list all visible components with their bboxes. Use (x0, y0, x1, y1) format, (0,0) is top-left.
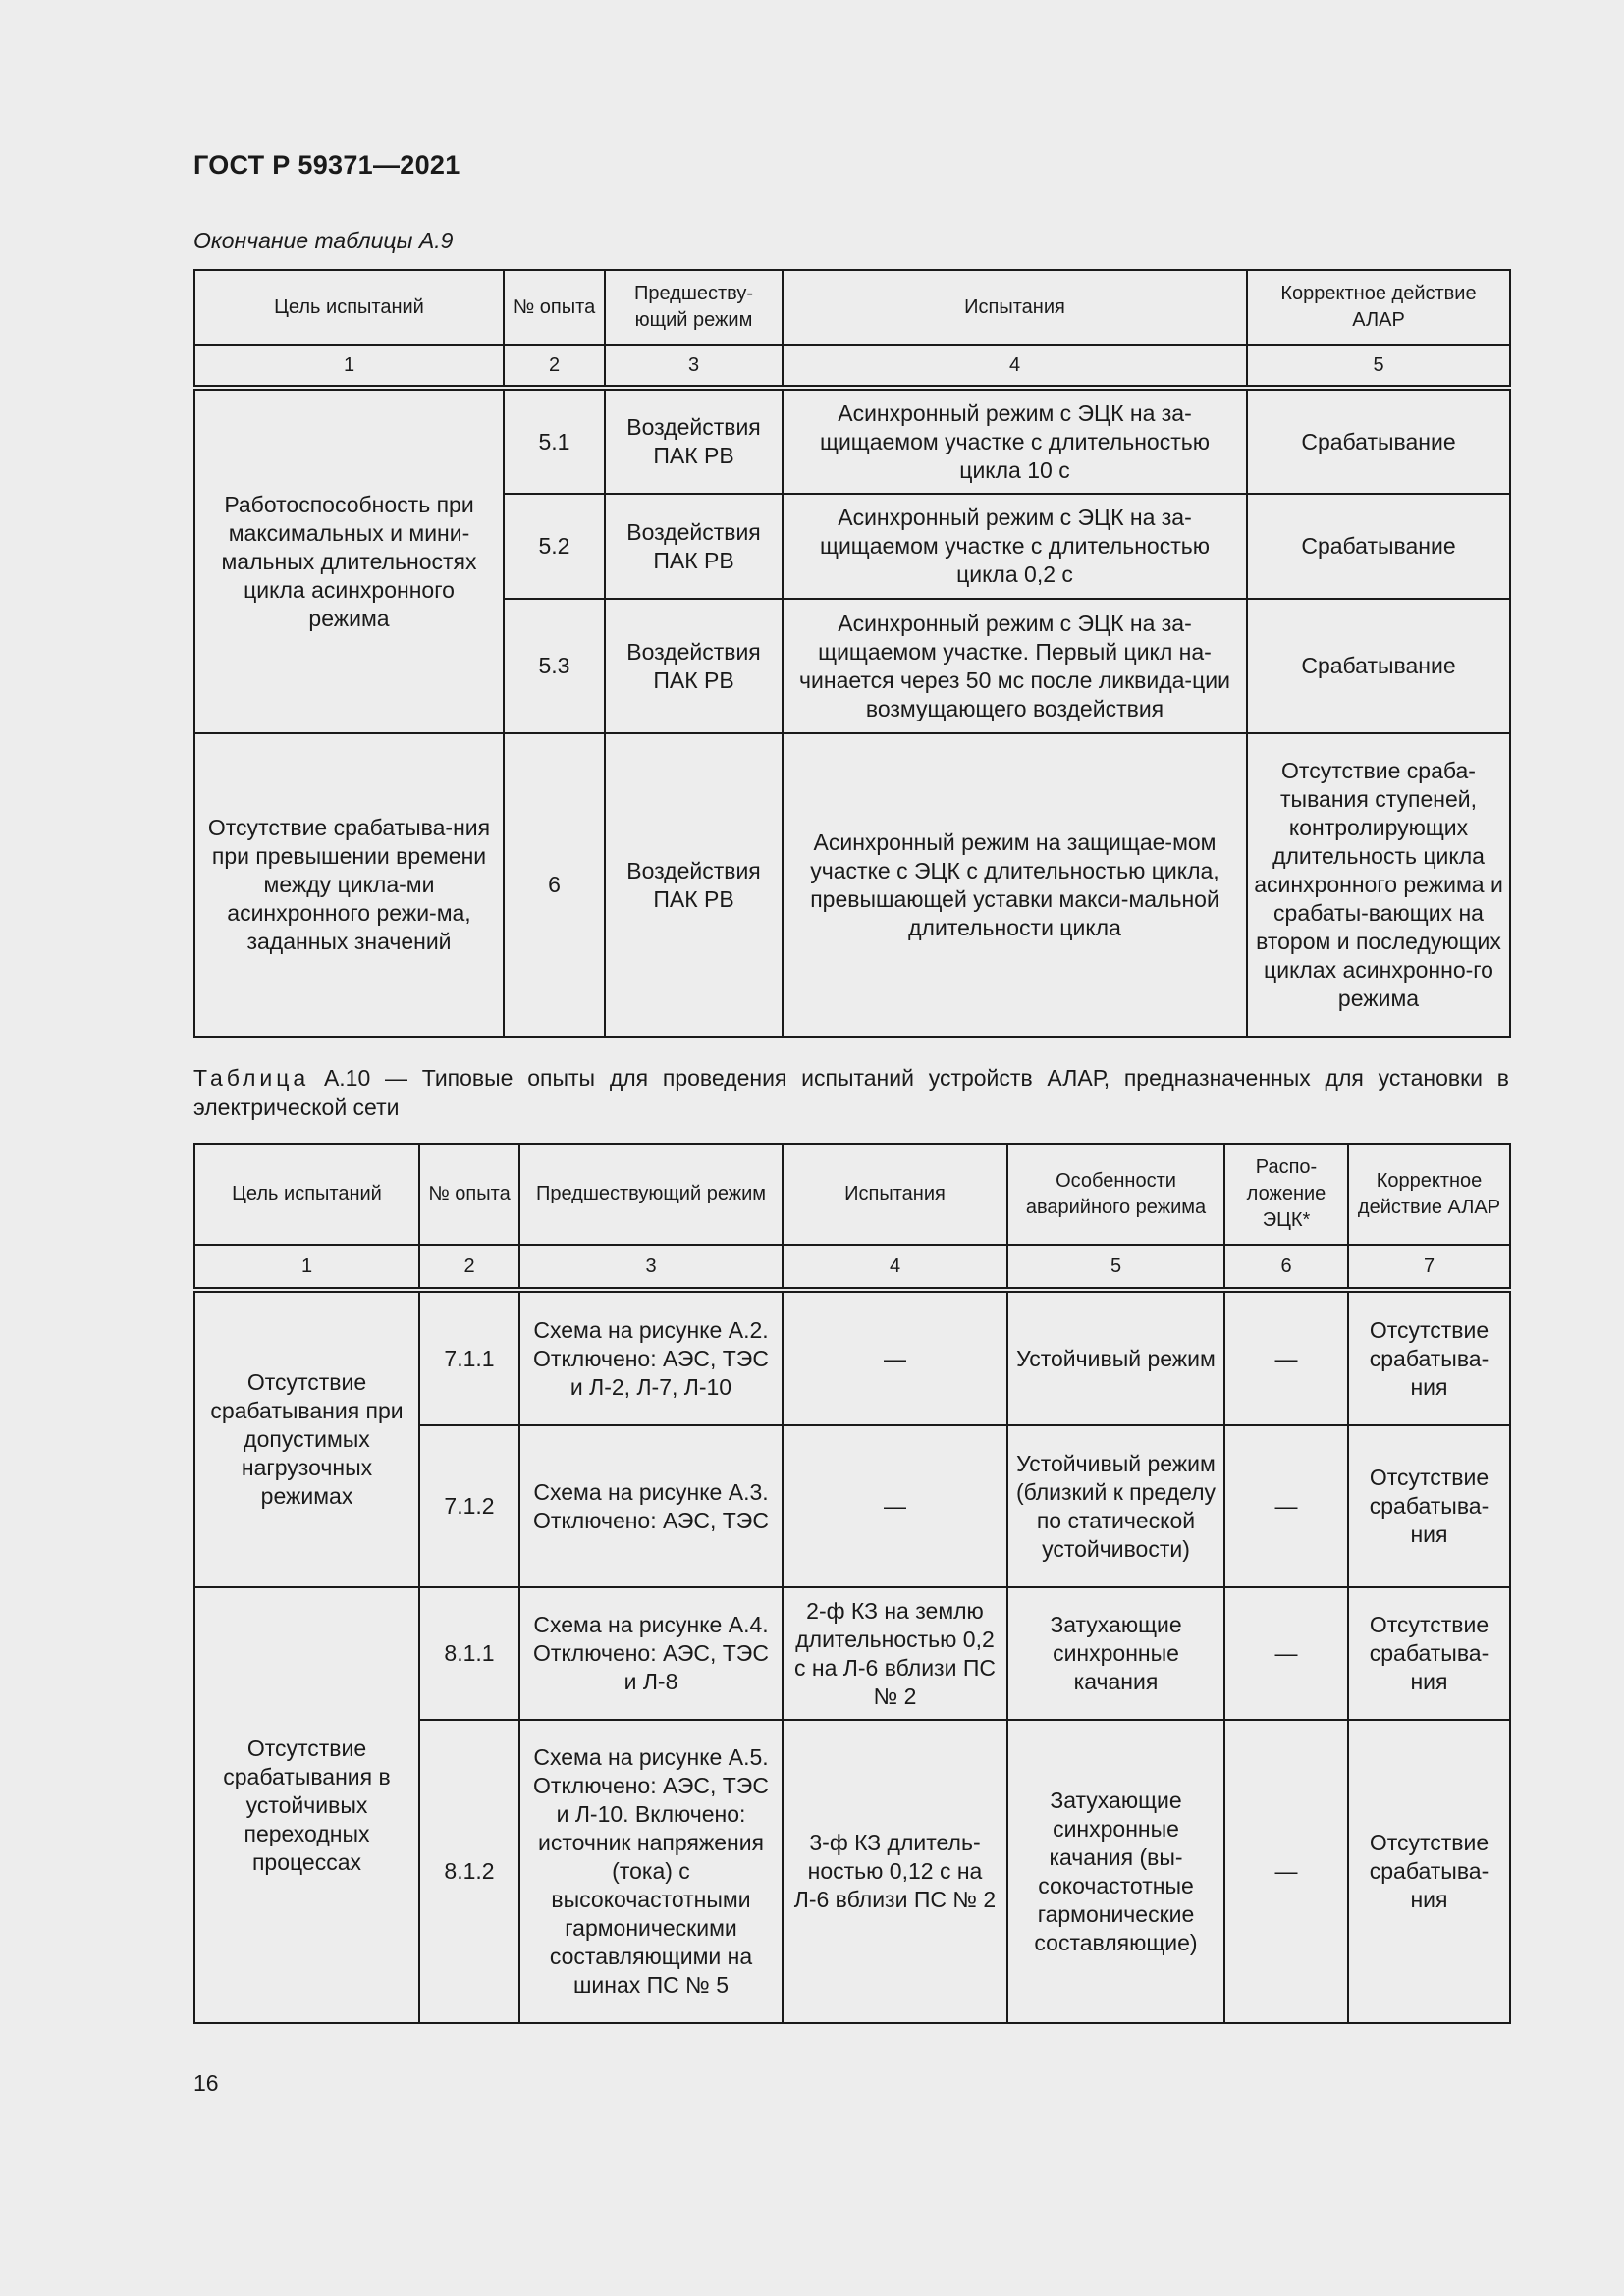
ecc-location-cell: — (1224, 1425, 1348, 1587)
column-number-row (194, 345, 1510, 388)
action-cell: Отсутствие сраба-тывания ступеней, контролирующих длительность цикла асинхронного режима и срабаты-вающих на втором и последующих циклах асинхронно-го режима (1247, 733, 1510, 1037)
previous-mode-cell: Воздействия ПАК РВ (605, 494, 783, 599)
header-previous-mode: Предшествующий режим (519, 1144, 783, 1245)
test-cell: Асинхронный режим на защищае-мом участке с ЭЦК с длительностью цикла, превышающей уставки макси-мальной длительности цикла (783, 733, 1247, 1037)
header-tests: Испытания (783, 1144, 1007, 1245)
header-emergency-features: Особенности аварийного режима (1007, 1144, 1224, 1245)
column-number: 1 (194, 345, 504, 388)
table-row (194, 1290, 1510, 1425)
column-number: 5 (1247, 345, 1510, 388)
table-row (194, 733, 1510, 1037)
table-row (194, 388, 1510, 494)
action-cell: Отсутствие срабатыва-ния (1348, 1425, 1510, 1587)
goal-cell: Отсутствие срабатывания при допустимых нагрузочных режимах (194, 1290, 419, 1587)
header-correct-action: Корректное действие АЛАР (1348, 1144, 1510, 1245)
page-number: 16 (193, 2070, 219, 2096)
previous-mode-cell: Схема на рисунке А.4. Отключено: АЭС, ТЭС и Л-8 (519, 1587, 783, 1720)
test-cell: Асинхронный режим с ЭЦК на за-щищаемом участке. Первый цикл на-чинается через 50 мс после ликвида-ции возмущающего воздействия (783, 599, 1247, 733)
goal-cell: Отсутствие срабатыва-ния при превышении времени между цикла-ми асинхронного режи-ма, заданных значений (194, 733, 504, 1037)
test-number-cell: 5.2 (504, 494, 605, 599)
column-number: 7 (1348, 1245, 1510, 1290)
emergency-features-cell: Затухающие синхронные качания (вы-сокочастотные гармонические составляющие) (1007, 1720, 1224, 2023)
table-a10-title: А.10 — Типовые опыты для проведения испытаний устройств АЛАР, предназначенных для установки в электрической сети (193, 1065, 1510, 1120)
goal-cell: Работоспособность при максимальных и мини-мальных длительностях цикла асинхронного режима (194, 388, 504, 733)
test-cell: — (783, 1290, 1007, 1425)
test-cell: 3-ф КЗ длитель-ностью 0,12 с на Л-6 вблизи ПС № 2 (783, 1720, 1007, 2023)
ecc-location-cell: — (1224, 1290, 1348, 1425)
column-number: 3 (519, 1245, 783, 1290)
test-number-cell: 5.3 (504, 599, 605, 733)
table-word: Таблица (193, 1065, 310, 1091)
document-header: ГОСТ Р 59371—2021 (193, 150, 460, 180)
table-header-row (194, 270, 1510, 345)
column-number-row (194, 1245, 1510, 1290)
header-test-number: № опыта (504, 270, 605, 345)
test-number-cell: 8.1.1 (419, 1587, 519, 1720)
test-cell: 2-ф КЗ на землю длительностью 0,2 с на Л-6 вблизи ПС № 2 (783, 1587, 1007, 1720)
previous-mode-cell: Схема на рисунке А.2. Отключено: АЭС, ТЭС и Л-2, Л-7, Л-10 (519, 1290, 783, 1425)
column-number: 1 (194, 1245, 419, 1290)
previous-mode-cell: Воздействия ПАК РВ (605, 733, 783, 1037)
previous-mode-cell: Схема на рисунке А.5. Отключено: АЭС, ТЭС и Л-10. Включено: источник напряжения (тока) с высокочастотными гармоническими составляющими на шинах ПС № 5 (519, 1720, 783, 2023)
ecc-location-cell: — (1224, 1587, 1348, 1720)
action-cell: Срабатывание (1247, 494, 1510, 599)
ecc-location-cell: — (1224, 1720, 1348, 2023)
previous-mode-cell: Воздействия ПАК РВ (605, 599, 783, 733)
header-test-number: № опыта (419, 1144, 519, 1245)
column-number: 6 (1224, 1245, 1348, 1290)
header-previous-mode: Предшеству-ющий режим (605, 270, 783, 345)
previous-mode-cell: Воздействия ПАК РВ (605, 388, 783, 494)
column-number: 5 (1007, 1245, 1224, 1290)
table-a9 (193, 269, 1511, 1038)
header-correct-action: Корректное действие АЛАР (1247, 270, 1510, 345)
column-number: 4 (783, 1245, 1007, 1290)
test-number-cell: 8.1.2 (419, 1720, 519, 2023)
column-number: 3 (605, 345, 783, 388)
column-number: 4 (783, 345, 1247, 388)
action-cell: Срабатывание (1247, 599, 1510, 733)
action-cell: Срабатывание (1247, 388, 1510, 494)
action-cell: Отсутствие срабатыва-ния (1348, 1587, 1510, 1720)
test-cell: Асинхронный режим с ЭЦК на за-щищаемом участке с длительностью цикла 10 с (783, 388, 1247, 494)
header-ecc-location: Распо-ложение ЭЦК* (1224, 1144, 1348, 1245)
test-number-cell: 5.1 (504, 388, 605, 494)
test-number-cell: 7.1.2 (419, 1425, 519, 1587)
table-header-row (194, 1144, 1510, 1245)
emergency-features-cell: Затухающие синхронные качания (1007, 1587, 1224, 1720)
goal-cell: Отсутствие срабатывания в устойчивых переходных процессах (194, 1587, 419, 2023)
previous-mode-cell: Схема на рисунке А.3. Отключено: АЭС, ТЭС (519, 1425, 783, 1587)
action-cell: Отсутствие срабатыва-ния (1348, 1720, 1510, 2023)
header-tests: Испытания (783, 270, 1247, 345)
test-number-cell: 6 (504, 733, 605, 1037)
table-a9-continuation-caption: Окончание таблицы А.9 (193, 228, 454, 253)
test-number-cell: 7.1.1 (419, 1290, 519, 1425)
emergency-features-cell: Устойчивый режим (1007, 1290, 1224, 1425)
column-number: 2 (504, 345, 605, 388)
header-goal: Цель испытаний (194, 1144, 419, 1245)
emergency-features-cell: Устойчивый режим (близкий к пределу по статической устойчивости) (1007, 1425, 1224, 1587)
table-row (194, 1587, 1510, 1720)
test-cell: Асинхронный режим с ЭЦК на за-щищаемом участке с длительностью цикла 0,2 с (783, 494, 1247, 599)
test-cell: — (783, 1425, 1007, 1587)
table-a10 (193, 1143, 1511, 2024)
table-a10-caption (193, 1063, 1509, 1122)
column-number: 2 (419, 1245, 519, 1290)
header-goal: Цель испытаний (194, 270, 504, 345)
action-cell: Отсутствие срабатыва-ния (1348, 1290, 1510, 1425)
